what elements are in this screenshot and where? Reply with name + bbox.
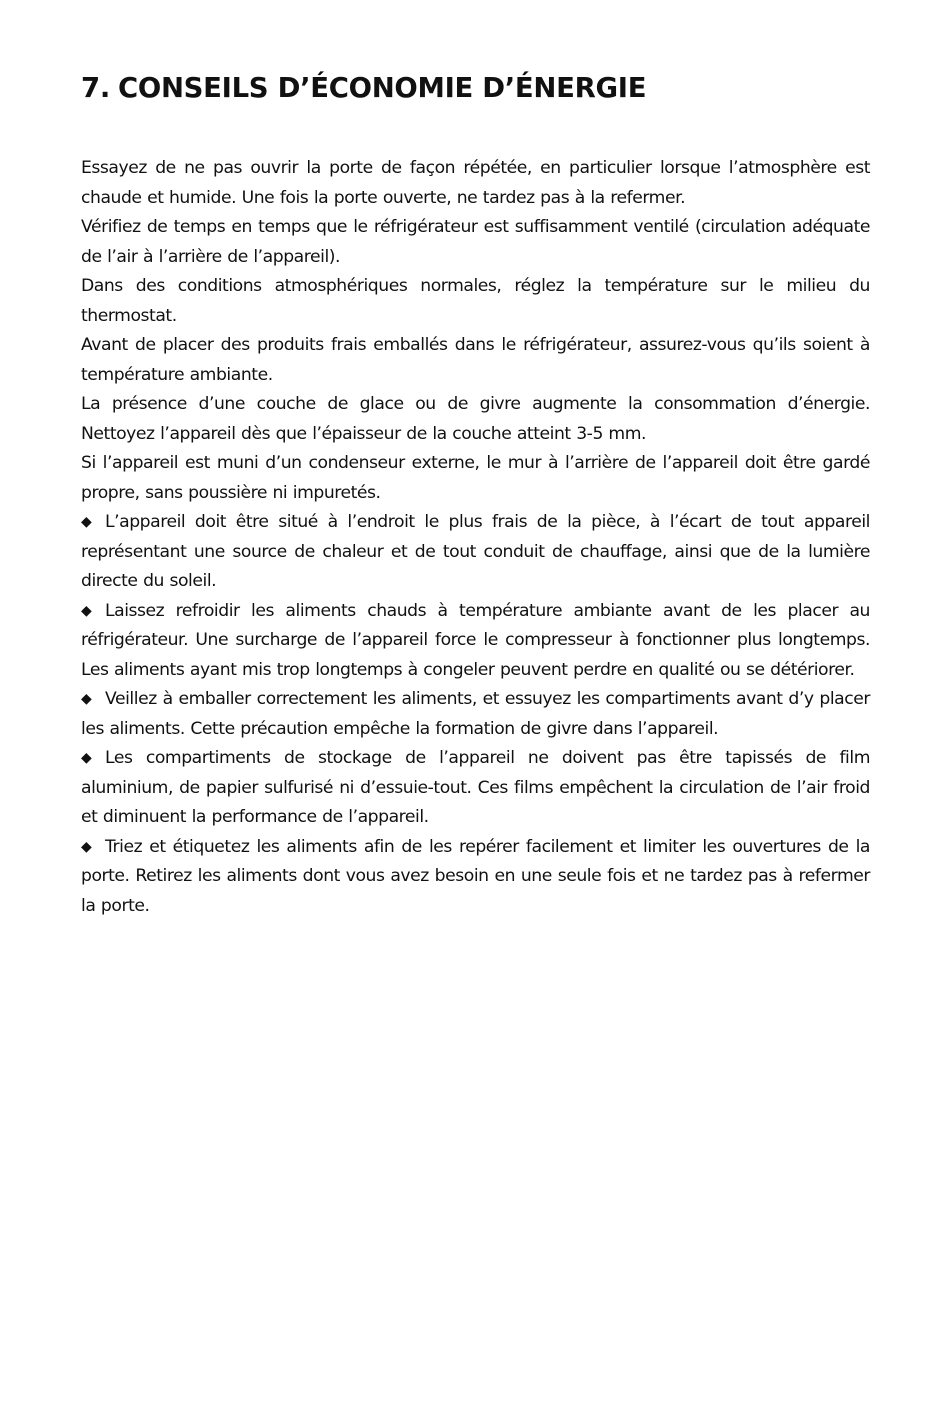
section-number: 7. (81, 72, 110, 104)
diamond-bullet-icon: ◆ (81, 838, 92, 855)
bullet-item (81, 685, 870, 744)
diamond-bullet-icon: ◆ (81, 514, 92, 530)
section-body (81, 154, 870, 921)
bullet-item (81, 597, 870, 686)
paragraph: Avant de placer des produits frais emballés dans le réfrigérateur, assurez-vous qu’ils soient à température ambiante. (81, 335, 870, 385)
bullet-item (81, 744, 870, 833)
diamond-bullet-icon: ◆ (81, 691, 92, 707)
bullet-item (81, 833, 870, 922)
paragraph: Si l’appareil est muni d’un condenseur externe, le mur à l’arrière de l’appareil doit être gardé propre, sans poussière ni impuretés. (81, 453, 870, 503)
diamond-bullet-icon: ◆ (81, 750, 92, 766)
section-heading (81, 66, 870, 110)
bullet-text: Les compartiments de stockage de l’appareil ne doivent pas être tapissés de film aluminium, de papier sulfurisé ni d’essuie-tout. Ces films empêchent la circulation de l’air froid et diminuent la performance de l’appareil. (81, 748, 870, 827)
paragraph: Essayez de ne pas ouvrir la porte de façon répétée, en particulier lorsque l’atmosphère est chaude et humide. Une fois la porte ouverte, ne tardez pas à la refermer. (81, 158, 870, 208)
diamond-bullet-icon: ◆ (81, 602, 92, 619)
bullet-text: L’appareil doit être situé à l’endroit le plus frais de la pièce, à l’écart de tout appareil représentant une source de chaleur et de tout conduit de chauffage, ainsi que de la lumière directe du soleil. (81, 512, 870, 591)
paragraph: Dans des conditions atmosphériques normales, réglez la température sur le milieu du thermostat. (81, 276, 870, 326)
paragraph: La présence d’une couche de glace ou de givre augmente la consommation d’énergie. Nettoyez l’appareil dès que l’épaisseur de la couche atteint 3-5 mm. (81, 394, 870, 444)
paragraph: Vérifiez de temps en temps que le réfrigérateur est suffisamment ventilé (circulation adéquate de l’air à l’arrière de l’appareil). (81, 217, 870, 267)
document-page (81, 66, 870, 921)
bullet-item (81, 508, 870, 597)
bullet-text: Veillez à emballer correctement les aliments, et essuyez les compartiments avant d’y placer les aliments. Cette précaution empêche la formation de givre dans l’appareil. (81, 689, 870, 739)
section-title: CONSEILS D’ÉCONOMIE D’ÉNERGIE (117, 72, 647, 104)
bullet-text: Laissez refroidir les aliments chauds à température ambiante avant de les placer au réfrigérateur. Une surcharge de l’appareil force le compresseur à fonctionner plus longtemps. Les aliments ayant mis trop longtemps à congeler peuvent perdre en qualité ou se détériorer. (81, 600, 870, 680)
bullet-text: Triez et étiquetez les aliments afin de les repérer facilement et limiter les ouvertures de la porte. Retirez les aliments dont vous avez besoin en une seule fois et ne tardez pas à refermer la porte. (81, 836, 870, 916)
